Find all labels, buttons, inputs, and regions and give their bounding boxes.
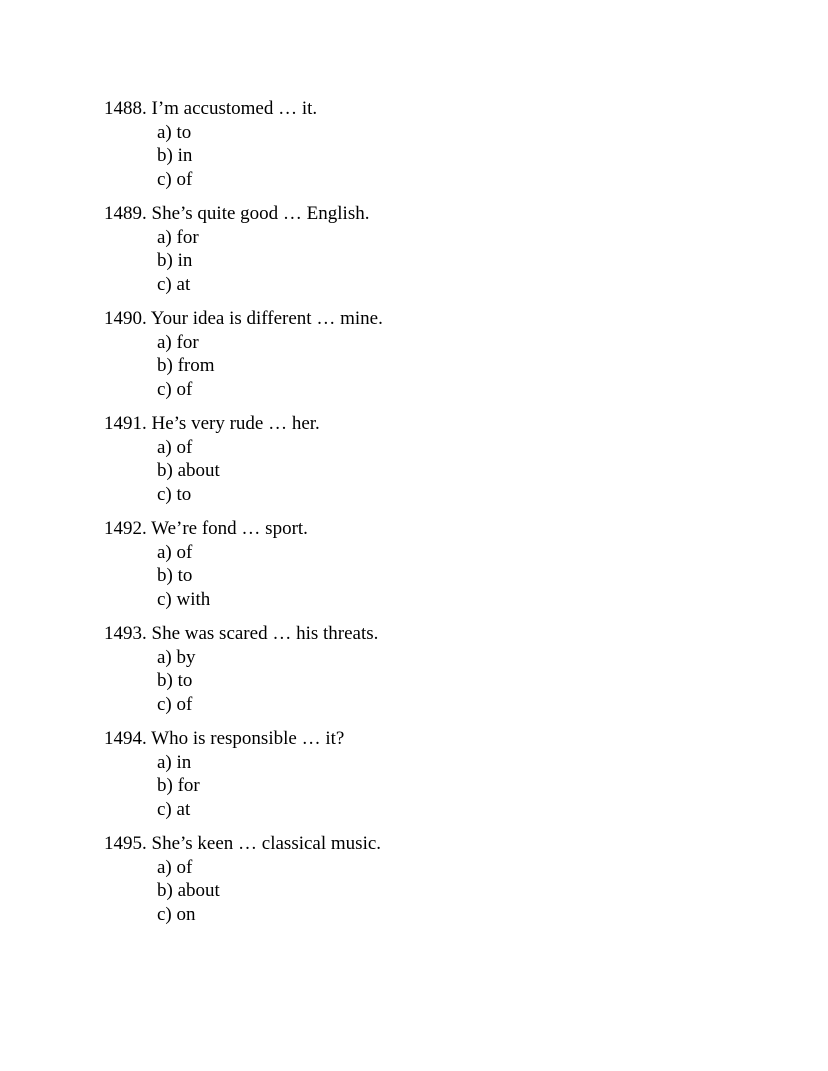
question-prompt	[104, 622, 383, 646]
question-number: 1490.	[104, 308, 147, 329]
option-a: a) in	[157, 751, 192, 773]
option-b: b) in	[157, 250, 193, 271]
option-b: b) about	[157, 460, 220, 481]
question-number: 1494.	[104, 728, 147, 749]
option-c: c) of	[157, 378, 193, 400]
option-c: c) at	[157, 798, 191, 820]
answer-options	[104, 436, 383, 507]
option-b: b) to	[157, 565, 193, 586]
question-prompt	[104, 202, 383, 226]
question-prompt	[104, 832, 383, 856]
question-number: 1495.	[104, 833, 147, 854]
option-c: c) with	[157, 588, 211, 610]
question-text: I’m accustomed … it.	[151, 98, 318, 119]
option-b: b) in	[157, 145, 193, 166]
question-1494	[104, 727, 383, 821]
option-b: b) to	[157, 670, 193, 691]
option-a: a) by	[157, 646, 196, 668]
question-list	[104, 97, 383, 937]
option-a: a) for	[157, 331, 199, 353]
question-1492	[104, 517, 383, 611]
question-text: We’re fond … sport.	[151, 518, 308, 539]
question-text: Who is responsible … it?	[151, 728, 345, 749]
question-1490	[104, 307, 383, 401]
question-1489	[104, 202, 383, 296]
question-1495	[104, 832, 383, 926]
question-number: 1489.	[104, 203, 147, 224]
option-a: a) of	[157, 436, 193, 458]
answer-options	[104, 856, 383, 927]
question-number: 1492.	[104, 518, 147, 539]
question-number: 1488.	[104, 98, 147, 119]
question-text: She was scared … his threats.	[151, 623, 379, 644]
option-a: a) to	[157, 121, 192, 143]
answer-options	[104, 121, 383, 192]
option-b: b) about	[157, 880, 220, 901]
question-prompt	[104, 727, 383, 751]
answer-options	[104, 646, 383, 717]
option-c: c) on	[157, 903, 196, 925]
question-1491	[104, 412, 383, 506]
question-text: He’s very rude … her.	[151, 413, 320, 434]
question-text: Your idea is different … mine.	[150, 308, 383, 329]
option-b: b) from	[157, 355, 215, 376]
option-a: a) for	[157, 226, 199, 248]
option-a: a) of	[157, 856, 193, 878]
answer-options	[104, 541, 383, 612]
question-1493	[104, 622, 383, 716]
option-c: c) of	[157, 168, 193, 190]
question-number: 1493.	[104, 623, 147, 644]
question-number: 1491.	[104, 413, 147, 434]
question-prompt	[104, 412, 383, 436]
option-c: c) at	[157, 273, 191, 295]
question-prompt	[104, 97, 383, 121]
question-text: She’s keen … classical music.	[151, 833, 382, 854]
question-text: She’s quite good … English.	[151, 203, 370, 224]
option-b: b) for	[157, 775, 200, 796]
option-a: a) of	[157, 541, 193, 563]
answer-options	[104, 331, 383, 402]
answer-options	[104, 226, 383, 297]
option-c: c) of	[157, 693, 193, 715]
question-prompt	[104, 307, 383, 331]
answer-options	[104, 751, 383, 822]
question-prompt	[104, 517, 383, 541]
option-c: c) to	[157, 483, 192, 505]
question-1488	[104, 97, 383, 191]
